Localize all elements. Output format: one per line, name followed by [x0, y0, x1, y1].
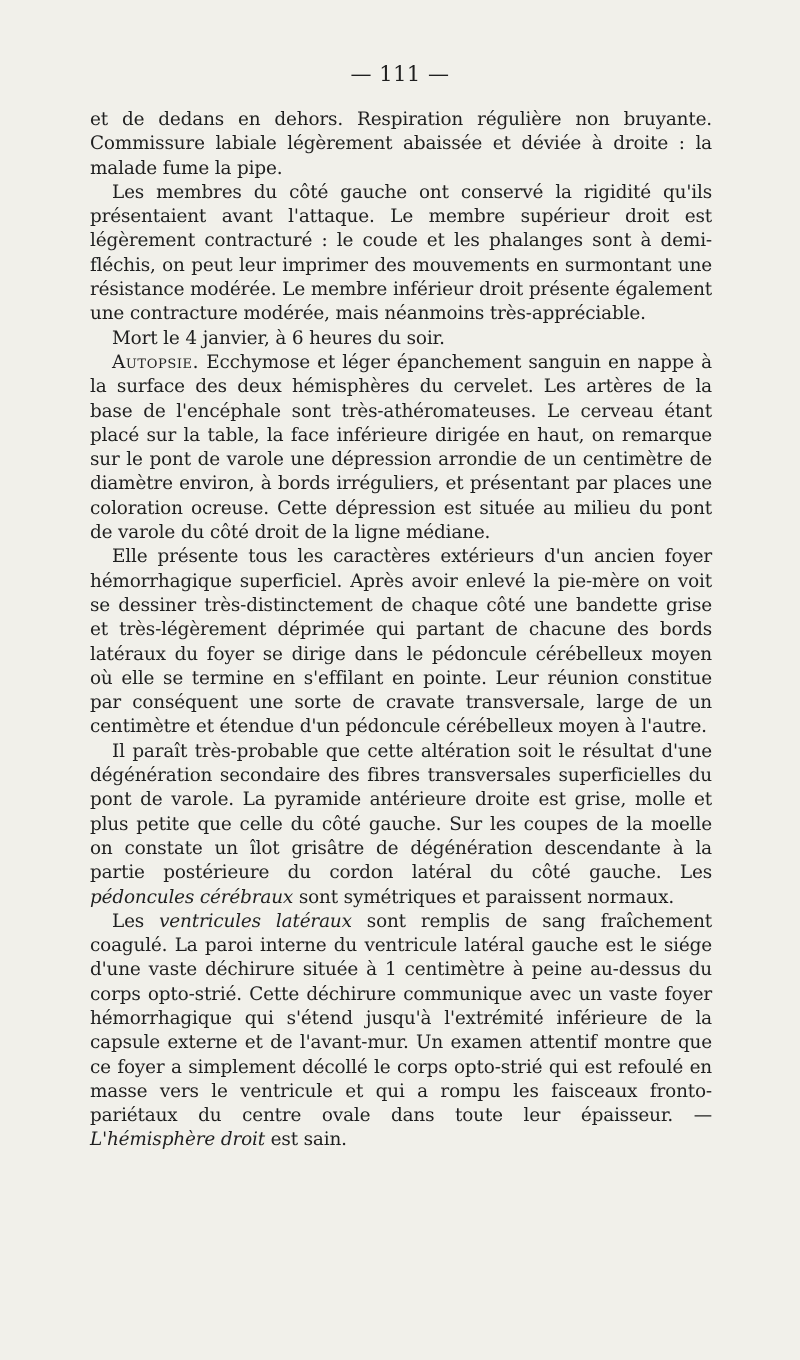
body-text [90, 108, 712, 1153]
paragraph-1-text: et de dedans en dehors. Respiration régulière non bruyante. Commissure labiale légèrement abaissée et déviée à droite : la malade fume la pipe. [90, 109, 712, 179]
paragraph-2 [90, 181, 712, 327]
paragraph-7-text-after: est sain. [264, 1129, 347, 1151]
paragraph-1 [90, 108, 712, 181]
autopsie-heading: Autopsie. [112, 351, 200, 373]
paragraph-7-text-before: Les [112, 910, 160, 932]
paragraph-6-text: Il paraît très-probable que cette altération soit le résultat d'une dégénération secondaire des fibres transversales superficielles du pont de varole. La pyramide antérieure droite est grise, molle et plus petite que celle du côté gauche. Sur les coupes de la moelle on constate un îlot grisâtre de dégénération descendante à la partie postérieure du cordon latéral du côté gauche. Les [90, 740, 712, 884]
paragraph-6-text-after: sont symétriques et paraissent normaux. [293, 886, 675, 908]
paragraph-5-text: Elle présente tous les caractères extérieurs d'un ancien foyer hémorrhagique superficiel. Après avoir enlevé la pie-mère on voit se dessiner très-distinctement de chaque côté une bandette grise et très-légèrement déprimée qui partant de chacune des bords latéraux du foyer se dirige dans le pédoncule cérébelleux moyen où elle se termine en s'effilant en pointe. Leur réunion constitue par conséquent une sorte de cravate transversale, large de un centimètre et étendue d'un pédoncule cérébelleux moyen à l'autre. [90, 546, 712, 738]
hemisphere-droit-term: L'hémisphère droit [90, 1129, 265, 1151]
paragraph-autopsie-text: Ecchymose et léger épanchement sanguin en nappe à la surface des deux hémisphères du cervelet. Les artères de la base de l'encéphale sont très-athéromateuses. Le cerveau étant placé sur la table, la face inférieure dirigée en haut, on remarque sur le pont de varole une dépression arrondie de un centimètre de diamètre environ, à bords irréguliers, et présentant par places une coloration ocreuse. Cette dépression est située au milieu du pont de varole du côté droit de la ligne médiane. [90, 351, 712, 544]
ventricules-lateraux-term: ventricules latéraux [159, 910, 352, 932]
paragraph-6 [90, 740, 712, 910]
paragraph-3 [90, 327, 712, 351]
paragraph-7 [90, 910, 712, 1153]
paragraph-7-text: sont remplis de sang fraîchement coagulé. La paroi interne du ventricule latéral gauche est le siége d'une vaste déchirure située à 1 centimètre à peine au-dessus du corps opto-strié. Cette déchirure communique avec un vaste foyer hémorrhagique qui s'étend jusqu'à l'extrémité inférieure de la capsule externe et de l'avant-mur. Un examen attentif montre que ce foyer a simplement décollé le corps opto-strié qui est refoulé en masse vers le ventricule et qui a rompu les faisceaux fronto-pariétaux du centre ovale dans toute leur épaisseur. — [90, 910, 713, 1127]
page-number: — 111 — [350, 62, 450, 86]
paragraph-autopsie [90, 351, 712, 545]
paragraph-2-text: Les membres du côté gauche ont conservé la rigidité qu'ils présentaient avant l'attaque. Le membre supérieur droit est légèrement contracturé : le coude et les phalanges sont à demi-fléchis, on peut leur imprimer des mouvements en surmontant une résistance modérée. Le membre inférieur droit présente également une contracture modérée, mais néanmoins très-appréciable. [90, 181, 712, 325]
pedoncules-cerebraux-term: pédoncules cérébraux [90, 886, 294, 908]
paragraph-3-text: Mort le 4 janvier, à 6 heures du soir. [112, 327, 445, 349]
paragraph-5 [90, 545, 712, 739]
